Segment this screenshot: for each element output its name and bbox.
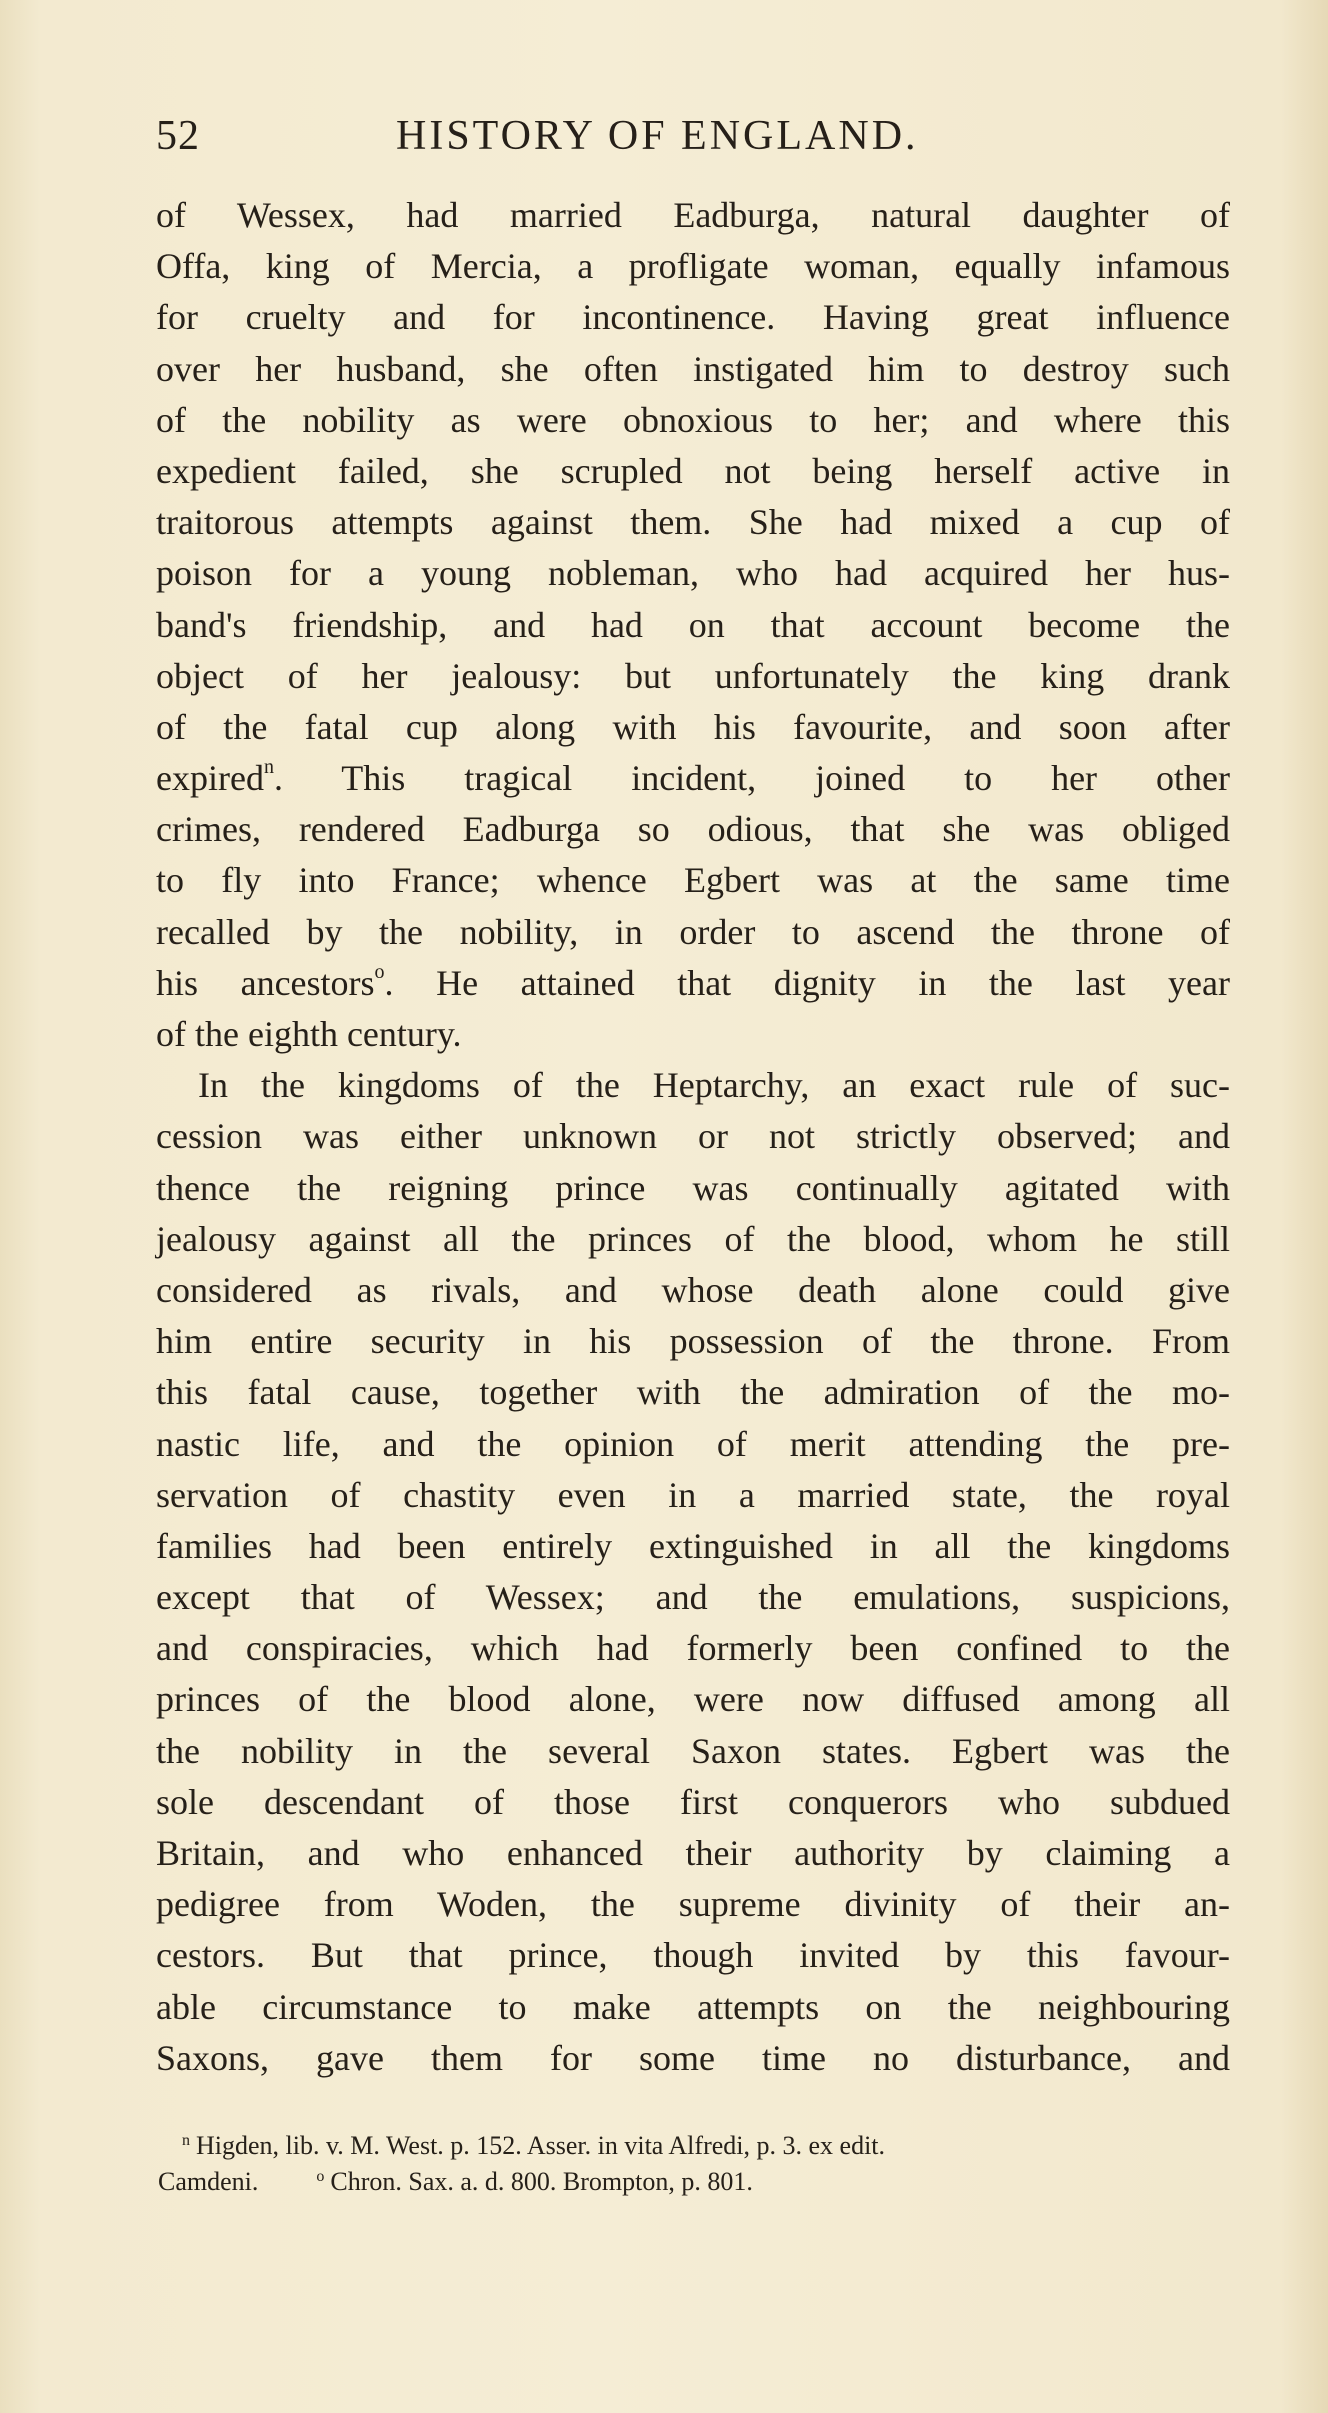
- footnote-n-text: Higden, lib. v. M. West. p. 152. Asser. in vita Alfredi, p. 3. ex edit.: [196, 2131, 886, 2160]
- footnote-continuation: [158, 2166, 1232, 2202]
- footnote-ref-n[interactable]: n: [263, 756, 274, 779]
- text-line: crimes, rendered Eadburga so odious, that she was obliged: [156, 809, 1230, 850]
- text-line: princes of the blood alone, were now diffused among all: [156, 1679, 1230, 1720]
- text-fragment: This tragical incident, joined to her other: [341, 758, 1230, 799]
- words-his-ancestors: his ancestors: [156, 962, 375, 1003]
- text-line: band's friendship, and had on that account become the: [156, 604, 1230, 645]
- text-line: traitorous attempts against them. She had mixed a cup of: [156, 502, 1230, 543]
- text-line: sole descendant of those first conquerors who subdued: [156, 1781, 1230, 1822]
- text-line: of Wessex, had married Eadburga, natural daughter of: [156, 195, 1230, 235]
- paragraph-start-line: In the kingdoms of the Heptarchy, an exact rule of suc-: [198, 1065, 1230, 1106]
- text-line: except that of Wessex; and the emulations, suspicions,: [156, 1577, 1230, 1618]
- text-line: Saxons, gave them for some time no disturbance, and: [156, 2037, 1230, 2078]
- text-line: recalled by the nobility, in order to ascend the throne of: [156, 911, 1230, 952]
- text-line: this fatal cause, together with the admiration of the mo-: [156, 1372, 1230, 1413]
- text-line: able circumstance to make attempts on the neighbouring: [156, 1986, 1230, 2027]
- text-line: thence the reigning prince was continually agitated with: [156, 1167, 1230, 1208]
- text-line: and conspiracies, which had formerly been confined to the: [156, 1628, 1230, 1669]
- text-line: the nobility in the several Saxon states. Egbert was the: [156, 1730, 1230, 1771]
- page-header: [156, 112, 1236, 172]
- text-line-expired: expired$^n$. This tragical incident, joined to her other: [156, 756, 1230, 799]
- text-line: jealousy against all the princes of the blood, whom he still: [156, 1218, 1230, 1259]
- text-line: of the eighth century.: [156, 1014, 462, 1054]
- body-text: [156, 190, 1230, 2084]
- text-line: Britain, and who enhanced their authority by claiming a: [156, 1833, 1230, 1873]
- footnote-marker-n: n: [182, 2132, 190, 2149]
- text-line: servation of chastity even in a married state, the royal: [156, 1474, 1230, 1515]
- text-line: nastic life, and the opinion of merit attending the pre-: [156, 1423, 1230, 1464]
- footnote-marker-o: o: [316, 2168, 325, 2185]
- text-line: over her husband, she often instigated him to destroy such: [156, 348, 1230, 389]
- text-line: Offa, king of Mercia, a profligate woman, equally infamous: [156, 246, 1230, 287]
- text-line: to fly into France; whence Egbert was at the same time: [156, 860, 1230, 901]
- running-head: HISTORY OF ENGLAND.: [396, 113, 919, 159]
- footnote-ref-o[interactable]: o: [374, 960, 385, 983]
- footnotes: [158, 2130, 1232, 2202]
- text-line-ancestors: his ancestors$^o$. He attained that dignity in the last year: [156, 960, 1230, 1003]
- text-fragment: He attained that dignity in the last year: [436, 962, 1230, 1003]
- footnote-n-continuation: Camdeni.: [158, 2167, 259, 2196]
- text-line: cession was either unknown or not strictly observed; and: [156, 1116, 1230, 1157]
- text-line: him entire security in his possession of the throne. From: [156, 1321, 1230, 1362]
- footnote-n: [182, 2130, 1232, 2166]
- text-line: pedigree from Woden, the supreme divinity of their an-: [156, 1884, 1230, 1925]
- footnote-o-text: Chron. Sax. a. d. 800. Brompton, p. 801.: [330, 2167, 753, 2196]
- page-number: 52: [156, 113, 200, 159]
- word-expired: expired: [156, 758, 264, 799]
- text-line: for cruelty and for incontinence. Having great influence: [156, 297, 1230, 338]
- text-line: families had been entirely extinguished in all the kingdoms: [156, 1525, 1230, 1566]
- text-line: poison for a young nobleman, who had acquired her hus-: [156, 553, 1230, 594]
- text-line: object of her jealousy: but unfortunately the king drank: [156, 655, 1230, 696]
- text-line: of the fatal cup along with his favourite, and soon after: [156, 706, 1230, 747]
- text-line: expedient failed, she scrupled not being herself active in: [156, 450, 1230, 491]
- text-line: considered as rivals, and whose death alone could give: [156, 1269, 1230, 1310]
- text-line: cestors. But that prince, though invited by this favour-: [156, 1935, 1230, 1976]
- text-line: of the nobility as were obnoxious to her; and where this: [156, 399, 1230, 440]
